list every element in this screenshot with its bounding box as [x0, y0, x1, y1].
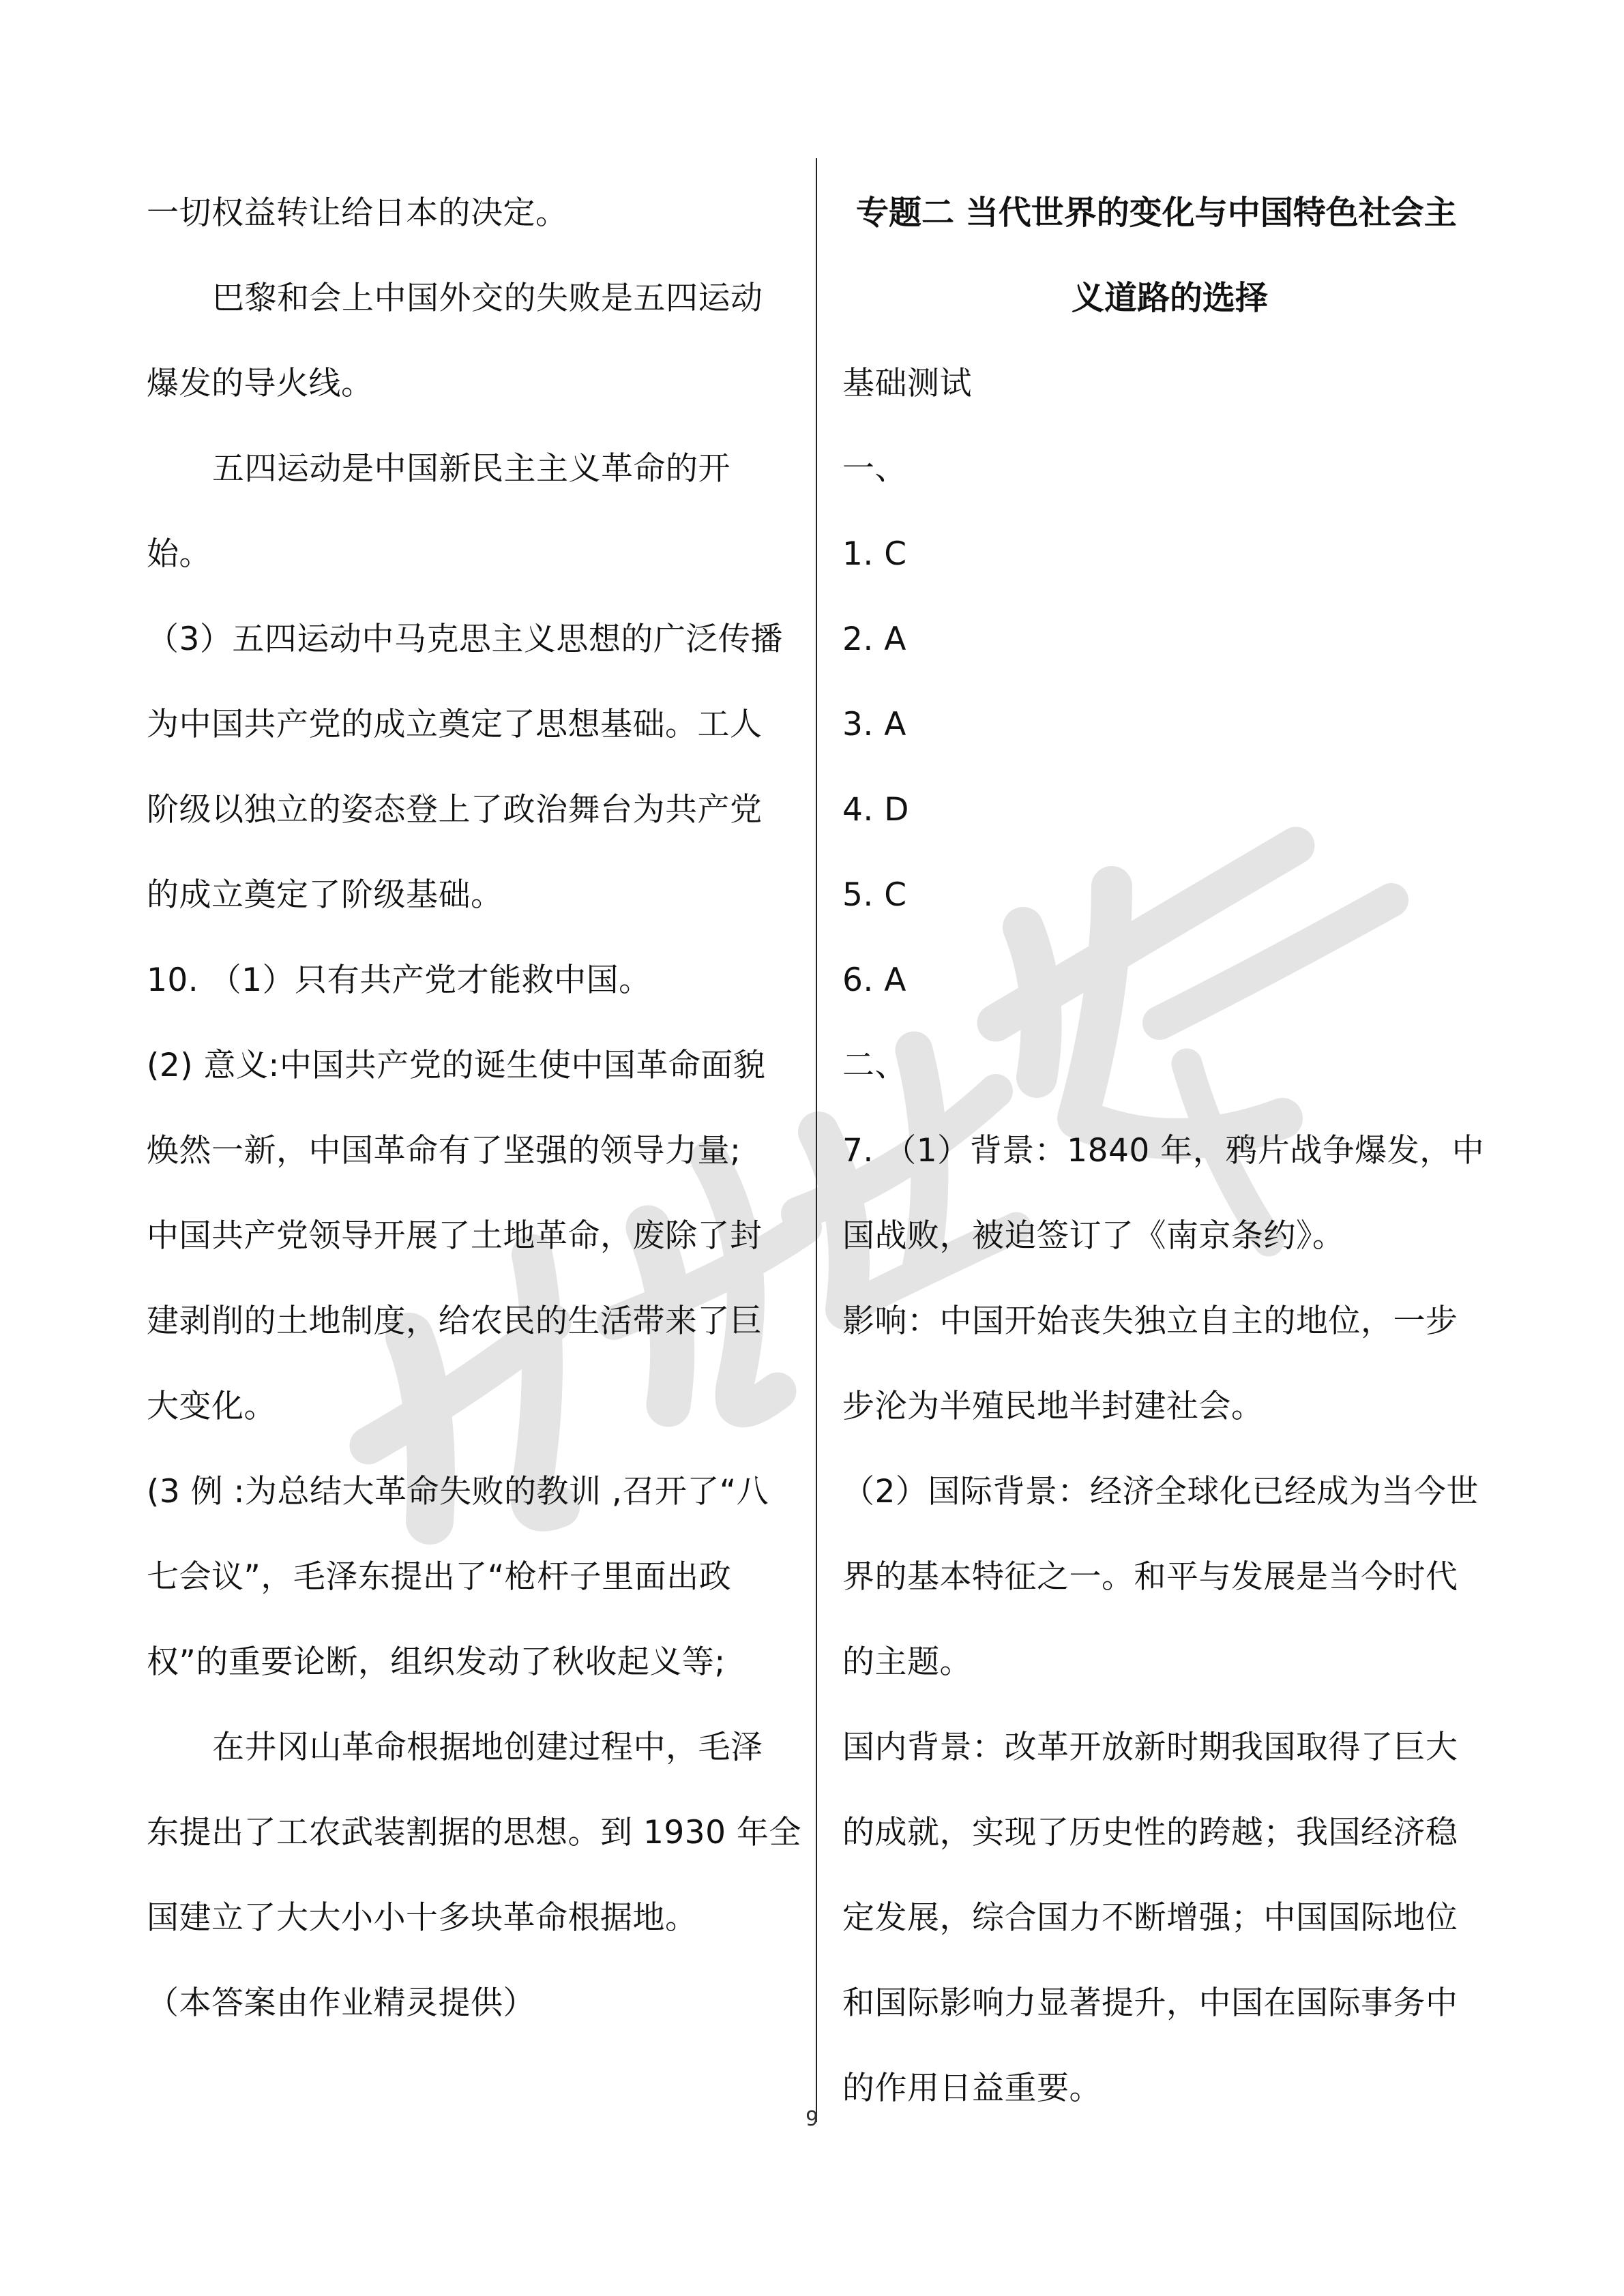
text-line: 10. （1）只有共产党才能救中国。	[147, 961, 651, 999]
text-line: 巴黎和会上中国外交的失败是五四运动	[212, 280, 763, 317]
source-note: （本答案由作业精灵提供）	[147, 1984, 535, 2022]
text-line: 定发展，综合国力不断增强；中国国际地位	[842, 1899, 1458, 1937]
text-line: 一切权益转让给日本的决定。	[147, 194, 568, 232]
section-title-line-2: 义道路的选择	[1071, 279, 1268, 317]
text-line: (2) 意义:中国共产党的诞生使中国革命面貌	[147, 1047, 766, 1084]
text-line: 的成就，实现了历史性的跨越；我国经济稳	[842, 1814, 1458, 1851]
text-line: 七会议”，毛泽东提出了“枪杆子里面出政	[147, 1558, 732, 1596]
subsection-heading: 基础测试	[842, 365, 972, 402]
text-line: 步沦为半殖民地半封建社会。	[842, 1388, 1264, 1425]
left-column	[147, 170, 801, 2046]
text-line: 在井冈山革命根据地创建过程中，毛泽	[212, 1729, 763, 1766]
text-line: 的成立奠定了阶级基础。	[147, 876, 503, 914]
answer-item: 2. A	[842, 621, 906, 658]
answer-item: 6. A	[842, 961, 906, 999]
text-line: 的主题。	[842, 1643, 972, 1681]
part-heading: 二、	[842, 1047, 907, 1084]
right-column	[842, 170, 1497, 2131]
answer-item: 1. C	[842, 535, 907, 573]
text-line: （3）五四运动中马克思主义思想的广泛传播	[147, 621, 783, 658]
text-line: (3 例 :为总结大革命失败的教训 ,召开了“八	[147, 1473, 769, 1510]
text-line: 五四运动是中国新民主主义革命的开	[212, 450, 730, 488]
text-line: 国内背景：改革开放新时期我国取得了巨大	[842, 1729, 1458, 1766]
text-line: 国战败，被迫签订了《南京条约》。	[842, 1217, 1345, 1255]
text-line: 权”的重要论断，组织发动了秋收起义等;	[147, 1643, 726, 1681]
text-line: （2）国际背景：经济全球化已经成为当今世	[842, 1473, 1479, 1510]
text-line: 焕然一新，中国革命有了坚强的领导力量;	[147, 1132, 741, 1169]
text-line: 的作用日益重要。	[842, 2070, 1102, 2107]
text-line: 国建立了大大小小十多块革命根据地。	[147, 1899, 698, 1937]
text-line: 爆发的导火线。	[147, 365, 374, 402]
answer-item: 5. C	[842, 876, 907, 914]
text-line: 大变化。	[147, 1388, 276, 1425]
text-line: 始。	[147, 535, 211, 573]
answer-item: 3. A	[842, 706, 906, 743]
text-line: 和国际影响力显著提升，中国在国际事务中	[842, 1984, 1458, 2022]
text-line: 东提出了工农武装割据的思想。到 1930 年全	[147, 1814, 801, 1851]
page-number: 9	[805, 2107, 819, 2131]
part-heading: 一、	[842, 450, 907, 488]
text-line: 建剥削的土地制度，给农民的生活带来了巨	[147, 1302, 763, 1340]
text-line: 中国共产党领导开展了土地革命，废除了封	[147, 1217, 763, 1255]
text-line: 7. （1）背景：1840 年，鸦片战争爆发，中	[842, 1132, 1485, 1169]
text-line: 阶级以独立的姿态登上了政治舞台为共产党	[147, 791, 763, 829]
text-line: 界的基本特征之一。和平与发展是当今时代	[842, 1558, 1458, 1596]
answer-item: 4. D	[842, 791, 909, 829]
column-divider	[816, 158, 817, 2122]
text-line: 为中国共产党的成立奠定了思想基础。工人	[147, 706, 763, 743]
text-line: 影响：中国开始丧失独立自主的地位，一步	[842, 1302, 1458, 1340]
section-title-line-1: 专题二 当代世界的变化与中国特色社会主	[856, 194, 1457, 232]
